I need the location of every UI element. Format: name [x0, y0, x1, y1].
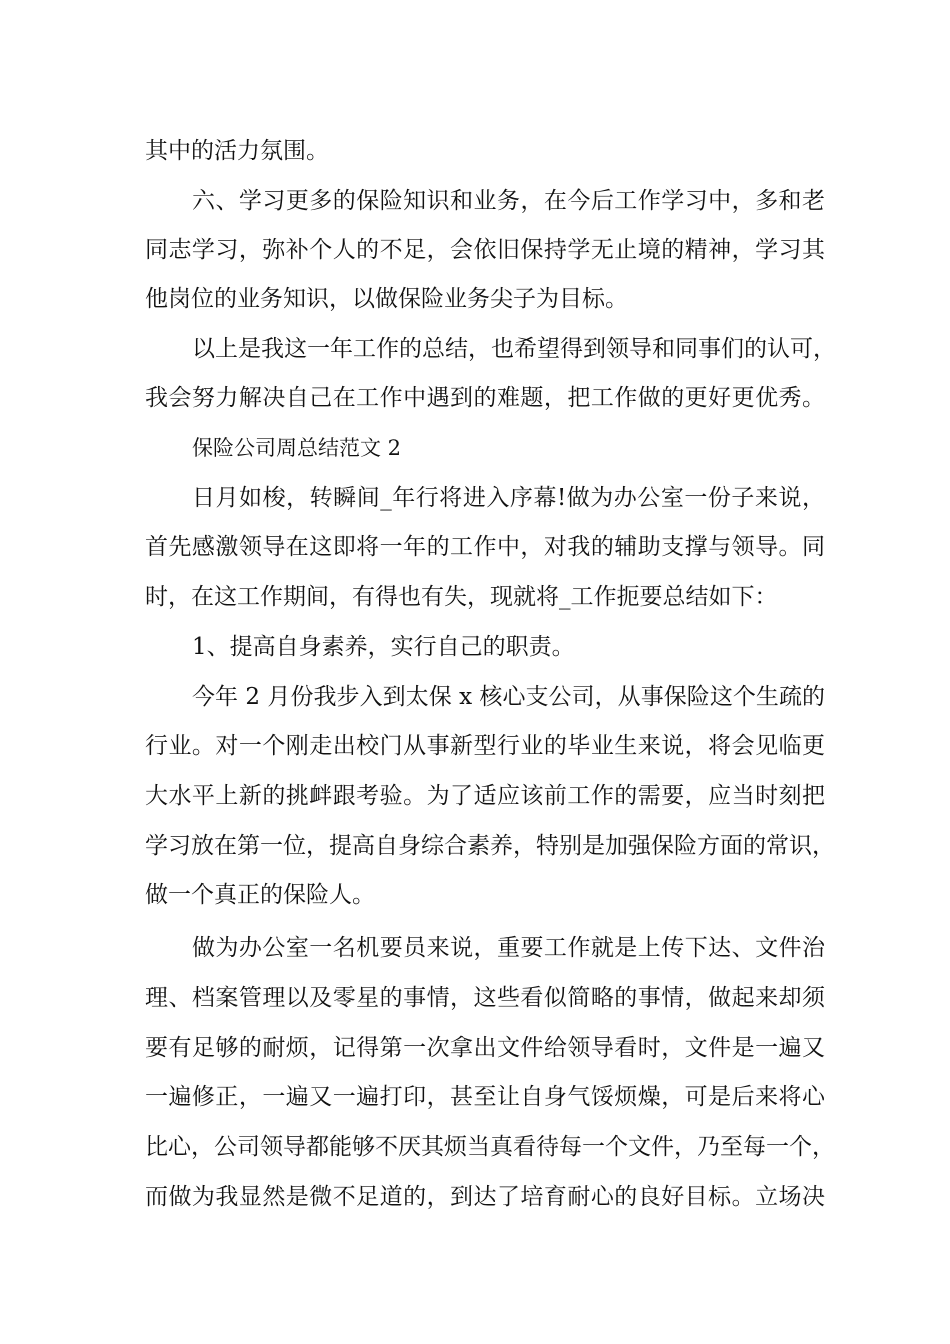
text-line: 首先感激领导在这即将一年的工作中，对我的辅助支撑与领导。同: [145, 534, 825, 560]
section-heading: 保险公司周总结范文 2: [192, 436, 402, 460]
text-line: 时，在这工作期间，有得也有失，现就将_工作扼要总结如下：: [145, 584, 778, 610]
text-line: 大水平上新的挑衅跟考验。为了适应该前工作的需要，应当时刻把: [145, 783, 825, 809]
paragraph-line: 日月如梭，转瞬间_年行将进入序幕!做为办公室一份子来说，: [192, 485, 825, 511]
text-line: 我会努力解决自己在工作中遇到的难题，把工作做的更好更优秀。: [145, 385, 825, 411]
text-line: 比心，公司领导都能够不厌其烦当真看待每一个文件，乃至每一个，: [145, 1134, 835, 1160]
paragraph-line: 做为办公室一名机要员来说，重要工作就是上传下达、文件治: [192, 935, 825, 961]
text-line: 行业。对一个刚走出校门从事新型行业的毕业生来说，将会见临更: [145, 733, 825, 759]
paragraph-line: 以上是我这一年工作的总结，也希望得到领导和同事们的认可，: [192, 336, 836, 362]
text-line: 理、档案管理以及零星的事情，这些看似简略的事情，做起来却须: [145, 985, 825, 1011]
text-line: 要有足够的耐烦，记得第一次拿出文件给领导看时，文件是一遍又: [145, 1035, 825, 1061]
text-line: 做一个真正的保险人。: [145, 882, 375, 908]
text-line: 他岗位的业务知识，以做保险业务尖子为目标。: [145, 286, 628, 312]
text-line: 而做为我显然是微不足道的，到达了培育耐心的良好目标。立场决: [145, 1184, 825, 1210]
paragraph-line: 六、学习更多的保险知识和业务，在今后工作学习中，多和老: [192, 188, 825, 214]
text-line: 其中的活力氛围。: [145, 138, 329, 164]
paragraph-line: 今年 2 月份我步入到太保 x 核心支公司，从事保险这个生疏的: [192, 684, 825, 710]
text-line: 同志学习，弥补个人的不足，会依旧保持学无止境的精神，学习其: [145, 237, 825, 263]
text-line: 学习放在第一位，提高自身综合素养，特别是加强保险方面的常识，: [145, 833, 835, 859]
list-item-heading: 1、提高自身素养，实行自己的职责。: [192, 634, 575, 660]
text-line: 一遍修正，一遍又一遍打印，甚至让自身气馁烦燥，可是后来将心: [145, 1084, 825, 1110]
